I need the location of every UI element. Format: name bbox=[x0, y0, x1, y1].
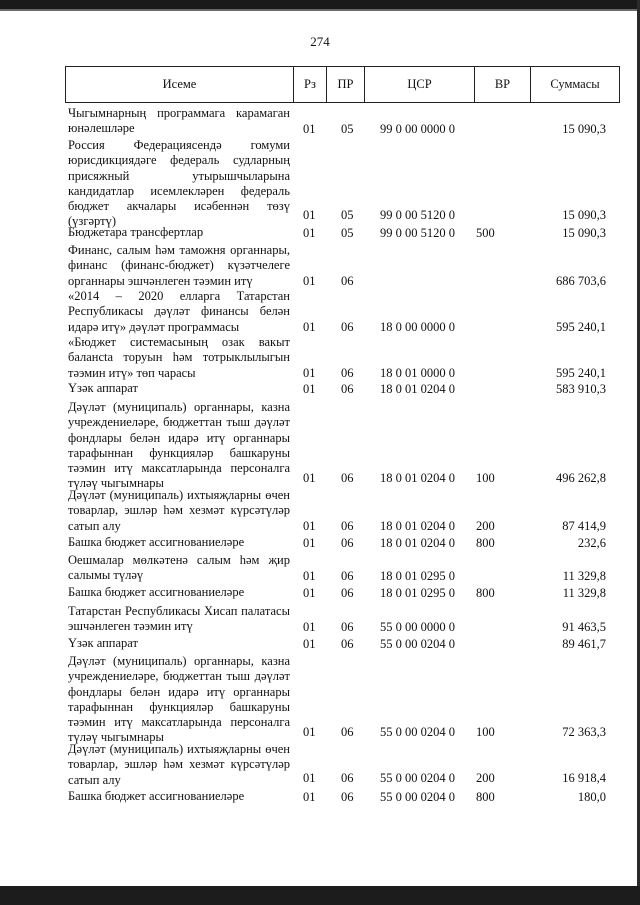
header-csr: ЦСР bbox=[365, 67, 475, 102]
row-pr: 06 bbox=[341, 568, 354, 583]
row-rz: 01 bbox=[303, 619, 316, 634]
row-name: Чыгымнарның программага карамаган юнәлешләре bbox=[68, 106, 290, 136]
row-name: Башка бюджет ассигнованиеләре bbox=[68, 535, 245, 549]
row-rz: 01 bbox=[303, 636, 316, 651]
row-rz: 01 bbox=[303, 585, 316, 600]
row-rz: 01 bbox=[303, 121, 316, 136]
row-sum: 15 090,3 bbox=[562, 207, 606, 222]
header-pr: ПР bbox=[327, 67, 365, 102]
row-rz: 01 bbox=[303, 724, 316, 739]
table-row bbox=[0, 225, 640, 241]
row-name: Үзәк аппарат bbox=[68, 636, 138, 650]
row-pr: 05 bbox=[341, 225, 354, 240]
table-row bbox=[0, 106, 640, 137]
row-rz: 01 bbox=[303, 470, 316, 485]
row-csr: 99 0 00 5120 0 bbox=[380, 225, 455, 240]
row-name: Дәүләт (муниципаль) органнары, казна учреждениеләре, бюджеттан тыш дәүләт фондлары белән идарә итү органнары тарафыннан функцияләр башкаруны тәэмин итү максатларында персоналга түләү чыгымнары bbox=[68, 400, 290, 491]
row-vr: 500 bbox=[476, 225, 495, 240]
row-name: Башка бюджет ассигнованиеләре bbox=[68, 585, 245, 599]
row-pr: 06 bbox=[341, 724, 354, 739]
row-pr: 06 bbox=[341, 319, 354, 334]
row-name: Оешмалар мөлкәтенә салым һәм җир салымы түләү bbox=[68, 553, 290, 583]
row-name: Финанс, салым һәм таможня органнары, финанс (финанс-бюджет) күзәтчелеге органнары эшчәнлеген тәэмин итү bbox=[68, 243, 290, 288]
table-row bbox=[0, 243, 640, 289]
row-csr: 18 0 01 0204 0 bbox=[380, 535, 455, 550]
table-row bbox=[0, 789, 640, 805]
row-pr: 06 bbox=[341, 535, 354, 550]
row-name: «2014 – 2020 елларга Татарстан Республикасы дәүләт финансы белән идарә итү» дәүләт программасы bbox=[68, 289, 290, 334]
row-vr: 800 bbox=[476, 789, 495, 804]
row-csr: 55 0 00 0204 0 bbox=[380, 789, 455, 804]
table-row bbox=[0, 636, 640, 652]
row-csr: 18 0 01 0204 0 bbox=[380, 518, 455, 533]
row-csr: 18 0 01 0000 0 bbox=[380, 365, 455, 380]
header-sum: Суммасы bbox=[550, 77, 600, 91]
row-pr: 06 bbox=[341, 470, 354, 485]
table-row bbox=[0, 488, 640, 534]
table-row bbox=[0, 289, 640, 335]
row-name: Россия Федерациясендә гомуми юрисдикциядәге федераль судларның присяжный утырышчыларына кандидатлар исемлекләрен федераль бюджет акчалары исәбеннән төзү (үзгәртү) bbox=[68, 138, 290, 229]
table-row bbox=[0, 553, 640, 584]
row-vr: 800 bbox=[476, 585, 495, 600]
row-sum: 232,6 bbox=[577, 535, 606, 550]
row-vr: 200 bbox=[476, 518, 495, 533]
row-name: Дәүләт (муниципаль) ихтыяҗларны өчен товарлар, эшләр һәм хезмәт күрсәтүләр сатып алу bbox=[68, 488, 290, 533]
row-pr: 06 bbox=[341, 273, 354, 288]
row-sum: 15 090,3 bbox=[562, 225, 606, 240]
row-sum: 496 262,8 bbox=[556, 470, 606, 485]
row-sum: 15 090,3 bbox=[562, 121, 606, 136]
table-row bbox=[0, 585, 640, 601]
table-row bbox=[0, 400, 640, 491]
table-row bbox=[0, 335, 640, 381]
row-pr: 06 bbox=[341, 619, 354, 634]
row-rz: 01 bbox=[303, 568, 316, 583]
row-pr: 06 bbox=[341, 770, 354, 785]
row-csr: 18 0 01 0295 0 bbox=[380, 585, 455, 600]
row-pr: 06 bbox=[341, 585, 354, 600]
row-vr: 800 bbox=[476, 535, 495, 550]
row-pr: 06 bbox=[341, 789, 354, 804]
row-csr: 99 0 00 0000 0 bbox=[380, 121, 455, 136]
row-sum: 16 918,4 bbox=[562, 770, 606, 785]
row-vr: 200 bbox=[476, 770, 495, 785]
table-row bbox=[0, 381, 640, 397]
row-rz: 01 bbox=[303, 789, 316, 804]
page-number: 274 bbox=[310, 34, 330, 49]
row-rz: 01 bbox=[303, 273, 316, 288]
row-name: «Бюджет системасының озак вакыт балансta торуын һәм тотрыклылыгын тәэмин итү» төп чарасы bbox=[68, 335, 290, 380]
row-name: Бюджетара трансфертлар bbox=[68, 225, 204, 239]
row-name: Татарстан Республикасы Хисап палатасы эшчәнлеген тәэмин итү bbox=[68, 604, 290, 634]
scan-bottom-border bbox=[0, 886, 640, 905]
table-row bbox=[0, 535, 640, 551]
row-name: Дәүләт (муниципаль) органнары, казна учреждениеләре, бюджеттан тыш дәүләт фондлары белән идарә итү органнары тарафыннан функцияләр башкаруны тәэмин итү максатларында персоналга түләү чыгымнары bbox=[68, 654, 290, 745]
row-pr: 06 bbox=[341, 365, 354, 380]
row-sum: 583 910,3 bbox=[556, 381, 606, 396]
row-sum: 11 329,8 bbox=[562, 585, 606, 600]
row-pr: 06 bbox=[341, 636, 354, 651]
table-row bbox=[0, 138, 640, 229]
row-rz: 01 bbox=[303, 381, 316, 396]
row-csr: 18 0 01 0204 0 bbox=[380, 381, 455, 396]
row-csr: 18 0 01 0204 0 bbox=[380, 470, 455, 485]
row-sum: 595 240,1 bbox=[556, 319, 606, 334]
row-pr: 05 bbox=[341, 121, 354, 136]
row-rz: 01 bbox=[303, 225, 316, 240]
row-rz: 01 bbox=[303, 365, 316, 380]
header-vr: ВР bbox=[475, 67, 531, 102]
table-row bbox=[0, 654, 640, 745]
row-vr: 100 bbox=[476, 724, 495, 739]
row-csr: 18 0 01 0295 0 bbox=[380, 568, 455, 583]
row-sum: 72 363,3 bbox=[562, 724, 606, 739]
row-name: Үзәк аппарат bbox=[68, 381, 138, 395]
row-pr: 05 bbox=[341, 207, 354, 222]
row-sum: 180,0 bbox=[577, 789, 606, 804]
row-pr: 06 bbox=[341, 518, 354, 533]
header-name: Исеме bbox=[66, 67, 294, 102]
row-sum: 87 414,9 bbox=[562, 518, 606, 533]
row-rz: 01 bbox=[303, 770, 316, 785]
row-sum: 686 703,6 bbox=[556, 273, 606, 288]
row-csr: 55 0 00 0204 0 bbox=[380, 724, 455, 739]
row-name: Дәүләт (муниципаль) ихтыяҗларны өчен товарлар, эшләр һәм хезмәт күрсәтүләр сатып алу bbox=[68, 742, 290, 787]
table-row bbox=[0, 742, 640, 786]
row-rz: 01 bbox=[303, 535, 316, 550]
row-csr: 55 0 00 0204 0 bbox=[380, 770, 455, 785]
row-sum: 11 329,8 bbox=[562, 568, 606, 583]
row-sum: 89 461,7 bbox=[562, 636, 606, 651]
row-csr: 55 0 00 0000 0 bbox=[380, 619, 455, 634]
row-csr: 55 0 00 0204 0 bbox=[380, 636, 455, 651]
row-rz: 01 bbox=[303, 207, 316, 222]
row-csr: 18 0 00 0000 0 bbox=[380, 319, 455, 334]
row-name: Башка бюджет ассигнованиеләре bbox=[68, 789, 245, 803]
row-pr: 06 bbox=[341, 381, 354, 396]
row-csr: 99 0 00 5120 0 bbox=[380, 207, 455, 222]
row-rz: 01 bbox=[303, 518, 316, 533]
row-sum: 91 463,5 bbox=[562, 619, 606, 634]
row-rz: 01 bbox=[303, 319, 316, 334]
table-row bbox=[0, 604, 640, 635]
row-sum: 595 240,1 bbox=[556, 365, 606, 380]
header-rz: Рз bbox=[294, 67, 327, 102]
row-vr: 100 bbox=[476, 470, 495, 485]
